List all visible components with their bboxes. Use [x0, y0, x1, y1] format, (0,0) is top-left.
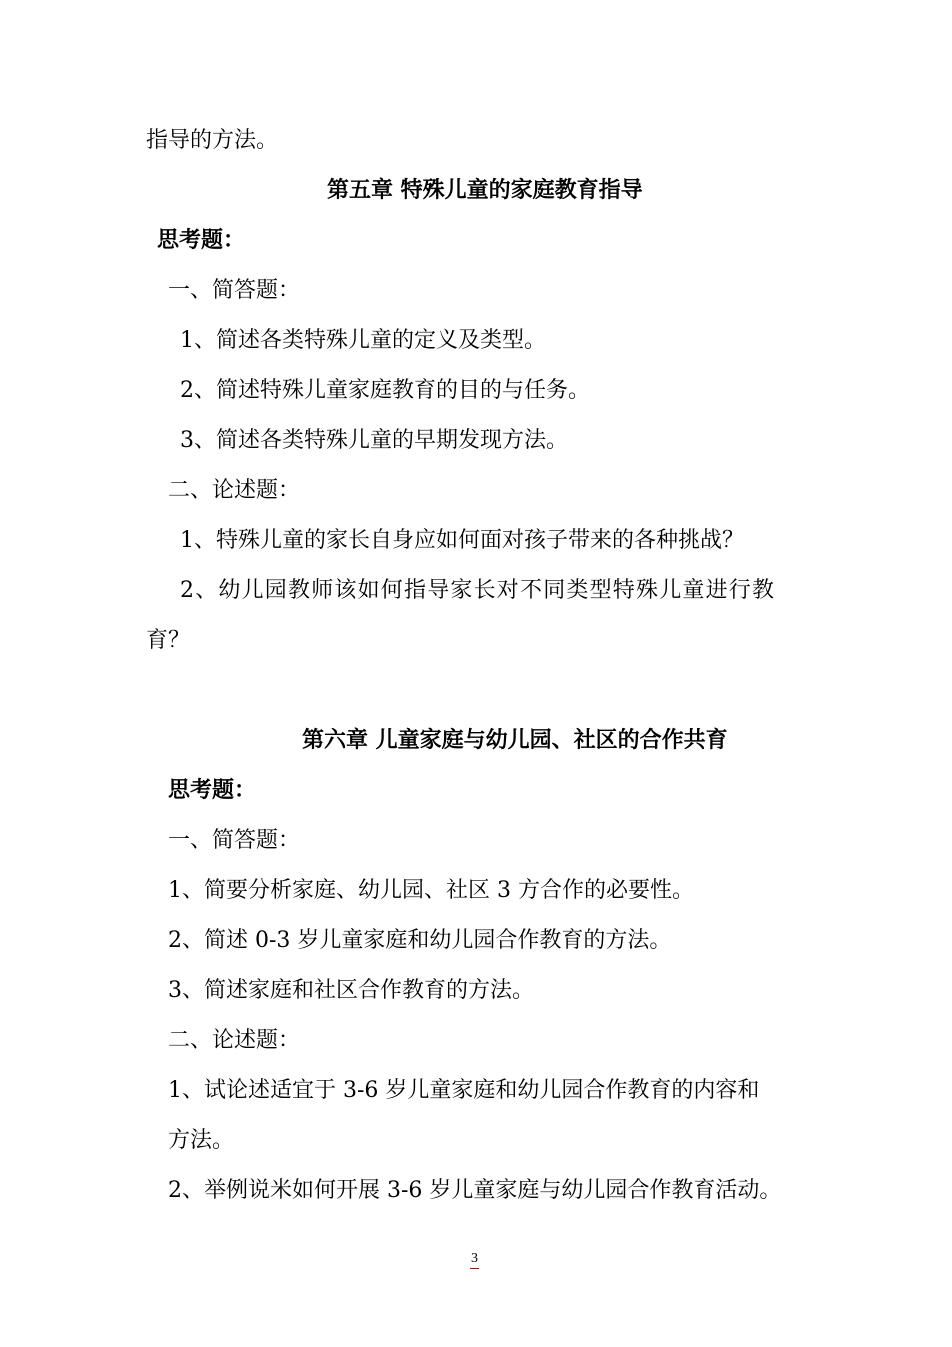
chapter6-section1-label: 一、简答题： — [168, 828, 301, 853]
page-number: 3 — [470, 1250, 479, 1269]
chapter6-section1-item: 3、简述家庭和社区合作教育的方法。 — [168, 978, 534, 1003]
chapter5-section2-item: 1、特殊儿童的家长自身应如何面对孩子带来的各种挑战？ — [180, 528, 744, 553]
chapter6-section2-item: 方法。 — [168, 1128, 235, 1153]
chapter5-section2-item: 2、幼儿园教师该如何指导家长对不同类型特殊儿童进行教 — [180, 578, 776, 603]
chapter6-subtitle: 思考题： — [168, 778, 257, 803]
chapter6-title: 第六章 儿童家庭与幼儿园、社区的合作共育 — [302, 728, 728, 753]
chapter6-section2-item: 1、试论述适宜于 3-6 岁儿童家庭和幼儿园合作教育的内容和 — [168, 1078, 760, 1103]
chapter5-section1-item: 2、简述特殊儿童家庭教育的目的与任务。 — [180, 378, 590, 403]
chapter5-section1-item: 3、简述各类特殊儿童的早期发现方法。 — [180, 428, 568, 453]
chapter6-section1-item: 2、简述 0-3 岁儿童家庭和幼儿园合作教育的方法。 — [168, 928, 672, 953]
chapter5-section1-item: 1、简述各类特殊儿童的定义及类型。 — [180, 328, 546, 353]
chapter6-section2-item: 2、举例说米如何开展 3-6 岁儿童家庭与幼儿园合作教育活动。 — [168, 1178, 782, 1203]
chapter5-section2-label: 二、论述题： — [168, 478, 301, 503]
chapter5-title: 第五章 特殊儿童的家庭教育指导 — [327, 178, 643, 203]
chapter6-section1-item: 1、简要分析家庭、幼儿园、社区 3 方合作的必要性。 — [168, 878, 694, 903]
chapter5-subtitle: 思考题： — [157, 228, 246, 253]
chapter6-section2-label: 二、论述题： — [168, 1028, 301, 1053]
chapter5-section2-item: 育？ — [146, 628, 191, 653]
carryover-text: 指导的方法。 — [146, 128, 279, 153]
chapter5-section1-label: 一、简答题： — [168, 278, 301, 303]
